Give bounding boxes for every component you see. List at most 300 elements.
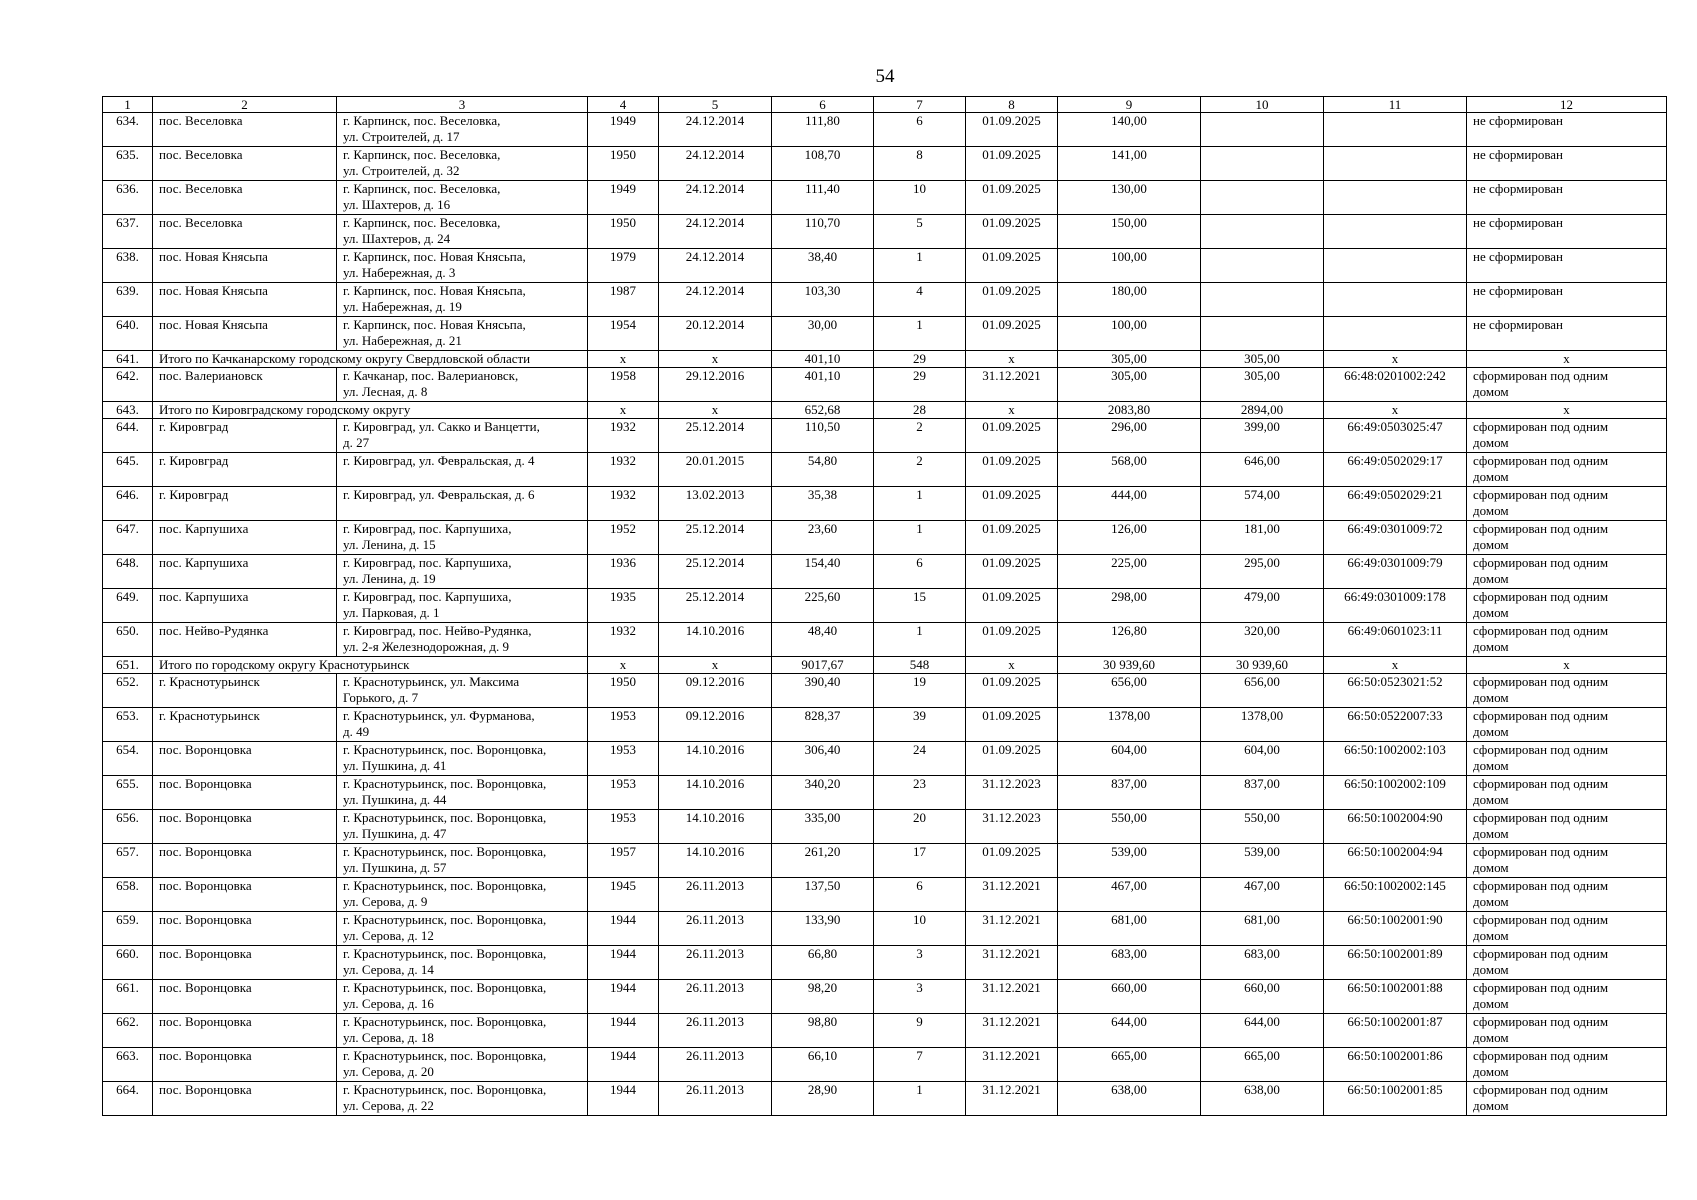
table-cell: 10 [874,181,966,215]
table-cell: 2083,80 [1058,402,1201,419]
table-cell: 66:49:0301009:72 [1324,521,1467,555]
table-cell: 656,00 [1058,674,1201,708]
table-cell: сформирован под одним домом [1467,555,1667,589]
table-cell: 3 [874,980,966,1014]
table-cell: 340,20 [772,776,874,810]
table-cell: x [659,657,772,674]
table-cell [1324,317,1467,351]
table-cell: 604,00 [1201,742,1324,776]
table-cell [1201,249,1324,283]
table-cell: 111,80 [772,113,874,147]
table-cell: 17 [874,844,966,878]
row-number: 642. [103,368,153,402]
table-cell: 1945 [588,878,659,912]
table-cell: сформирован под одним домом [1467,912,1667,946]
table-cell: 66:49:0301009:79 [1324,555,1467,589]
table-cell: 9 [874,1014,966,1048]
table-cell [1201,147,1324,181]
table-cell: 01.09.2025 [966,521,1058,555]
table-cell: x [659,402,772,419]
table-cell: г. Карпинск, пос. Новая Княсьпа, ул. Набережная, д. 19 [337,283,588,317]
table-cell: 401,10 [772,351,874,368]
table-cell: г. Кировград, ул. Февральская, д. 6 [337,487,588,521]
table-cell: 126,00 [1058,521,1201,555]
column-number-header: 11 [1324,97,1467,113]
table-cell: не сформирован [1467,249,1667,283]
table-cell: 1944 [588,946,659,980]
table-cell: 66:50:0523021:52 [1324,674,1467,708]
table-row [103,147,1667,181]
table-cell: г. Краснотурьинск, ул. Фурманова, д. 49 [337,708,588,742]
table-cell: 66:50:0522007:33 [1324,708,1467,742]
table-cell: x [1467,657,1667,674]
table-cell: 1950 [588,674,659,708]
table-cell [1201,113,1324,147]
table-cell: г. Краснотурьинск, пос. Воронцовка, ул. Серова, д. 22 [337,1082,588,1116]
table-cell: не сформирован [1467,215,1667,249]
table-cell: 1 [874,1082,966,1116]
table-cell: г. Краснотурьинск [153,674,337,708]
table-cell: 1378,00 [1201,708,1324,742]
table-cell: x [659,351,772,368]
column-number-header: 2 [153,97,337,113]
row-number: 645. [103,453,153,487]
table-cell: 38,40 [772,249,874,283]
table-cell: 25.12.2014 [659,555,772,589]
table-cell: г. Краснотурьинск, пос. Воронцовка, ул. Пушкина, д. 41 [337,742,588,776]
table-cell: 295,00 [1201,555,1324,589]
table-cell: 14.10.2016 [659,742,772,776]
table-cell: 39 [874,708,966,742]
row-number: 653. [103,708,153,742]
table-cell: 111,40 [772,181,874,215]
table-cell: 2 [874,453,966,487]
table-cell: 401,10 [772,368,874,402]
table-cell: 01.09.2025 [966,317,1058,351]
table-row [103,674,1667,708]
table-cell: 66,80 [772,946,874,980]
table-cell [1324,181,1467,215]
table-cell: 01.09.2025 [966,742,1058,776]
table-cell: сформирован под одним домом [1467,589,1667,623]
row-number: 644. [103,419,153,453]
table-cell: 2894,00 [1201,402,1324,419]
table-cell: 1 [874,623,966,657]
table-cell: 133,90 [772,912,874,946]
table-row [103,946,1667,980]
column-number-header-row [103,97,1667,113]
row-number: 657. [103,844,153,878]
table-cell: 7 [874,1048,966,1082]
table-cell: не сформирован [1467,181,1667,215]
table-cell: не сформирован [1467,147,1667,181]
table-cell: г. Карпинск, пос. Новая Княсьпа, ул. Набережная, д. 21 [337,317,588,351]
row-number: 655. [103,776,153,810]
table-cell: 828,37 [772,708,874,742]
table-row [103,708,1667,742]
table-cell: г. Карпинск, пос. Веселовка, ул. Строителей, д. 32 [337,147,588,181]
table-cell: 550,00 [1201,810,1324,844]
table-cell: пос. Воронцовка [153,1048,337,1082]
table-cell: г. Кировград, ул. Февральская, д. 4 [337,453,588,487]
table-cell: сформирован под одним домом [1467,623,1667,657]
table-cell: 01.09.2025 [966,674,1058,708]
table-cell: г. Кировград, пос. Карпушиха, ул. Ленина, д. 19 [337,555,588,589]
table-cell: сформирован под одним домом [1467,1048,1667,1082]
table-row [103,521,1667,555]
table-cell: 296,00 [1058,419,1201,453]
table-cell: г. Краснотурьинск, пос. Воронцовка, ул. Серова, д. 14 [337,946,588,980]
table-cell: сформирован под одним домом [1467,368,1667,402]
table-cell: 140,00 [1058,113,1201,147]
row-number: 639. [103,283,153,317]
table-cell: 1952 [588,521,659,555]
table-cell: 681,00 [1201,912,1324,946]
table-cell: 1932 [588,453,659,487]
table-row [103,555,1667,589]
table-cell: г. Краснотурьинск, пос. Воронцовка, ул. Серова, д. 18 [337,1014,588,1048]
table-cell: 66:50:1002004:94 [1324,844,1467,878]
column-number-header: 4 [588,97,659,113]
table-cell: 25.12.2014 [659,589,772,623]
table-cell: x [966,657,1058,674]
table-cell: 31.12.2021 [966,368,1058,402]
table-row [103,249,1667,283]
table-cell: 29 [874,368,966,402]
table-cell: сформирован под одним домом [1467,946,1667,980]
table-cell: пос. Воронцовка [153,946,337,980]
table-cell: 1378,00 [1058,708,1201,742]
table-cell: x [588,351,659,368]
table-cell: 100,00 [1058,317,1201,351]
table-cell: 305,00 [1201,368,1324,402]
table-row [103,368,1667,402]
table-cell: сформирован под одним домом [1467,708,1667,742]
table-cell: 66:50:1002002:109 [1324,776,1467,810]
table-cell: 1932 [588,487,659,521]
table-cell [1324,249,1467,283]
table-cell: пос. Воронцовка [153,1082,337,1116]
row-number: 654. [103,742,153,776]
table-cell: 14.10.2016 [659,844,772,878]
table-cell: 1944 [588,912,659,946]
table-cell: 26.11.2013 [659,878,772,912]
table-cell: 01.09.2025 [966,589,1058,623]
table-cell: 4 [874,283,966,317]
table-cell: 1949 [588,113,659,147]
table-cell: 225,60 [772,589,874,623]
table-cell: 1953 [588,708,659,742]
table-cell: 48,40 [772,623,874,657]
table-cell: 01.09.2025 [966,453,1058,487]
table-cell: 126,80 [1058,623,1201,657]
table-row [103,215,1667,249]
table-cell: 66:50:1002004:90 [1324,810,1467,844]
table-row [103,1082,1667,1116]
table-cell: 31.12.2021 [966,912,1058,946]
table-cell [1201,215,1324,249]
column-number-header: 12 [1467,97,1667,113]
table-cell: x [1324,657,1467,674]
table-cell: 298,00 [1058,589,1201,623]
table-cell: 25.12.2014 [659,521,772,555]
table-cell: x [966,351,1058,368]
table-cell: 180,00 [1058,283,1201,317]
table-cell: 335,00 [772,810,874,844]
table-cell: 66:50:1002002:103 [1324,742,1467,776]
table-cell: 1 [874,521,966,555]
table-cell: 66:49:0502029:17 [1324,453,1467,487]
table-cell [1324,113,1467,147]
table-cell: 5 [874,215,966,249]
table-cell: сформирован под одним домом [1467,878,1667,912]
table-cell: 26.11.2013 [659,912,772,946]
page-number: 54 [875,66,895,87]
table-cell: г. Краснотурьинск, ул. Максима Горького, д. 7 [337,674,588,708]
table-cell: сформирован под одним домом [1467,742,1667,776]
table-cell: 643. [103,402,153,419]
table-cell: 13.02.2013 [659,487,772,521]
table-cell: 23,60 [772,521,874,555]
table-cell: 1944 [588,1082,659,1116]
table-row [103,980,1667,1014]
table-cell: 1979 [588,249,659,283]
table-cell: 1949 [588,181,659,215]
table-cell: 467,00 [1058,878,1201,912]
table-cell: сформирован под одним домом [1467,1014,1667,1048]
table-row [103,419,1667,453]
table-cell: 14.10.2016 [659,810,772,844]
table-cell: 26.11.2013 [659,1048,772,1082]
table-cell: 31.12.2021 [966,946,1058,980]
table-cell: 23 [874,776,966,810]
table-cell: 14.10.2016 [659,776,772,810]
table-cell: 24.12.2014 [659,147,772,181]
table-cell [1324,283,1467,317]
table-row [103,283,1667,317]
table-row [103,623,1667,657]
table-cell: 660,00 [1058,980,1201,1014]
table-cell: 399,00 [1201,419,1324,453]
table-cell: 539,00 [1201,844,1324,878]
table-cell: 574,00 [1201,487,1324,521]
table-cell: г. Кировград [153,487,337,521]
table-cell: x [1467,402,1667,419]
table-cell: 24.12.2014 [659,283,772,317]
table-cell: пос. Новая Княсьпа [153,283,337,317]
table-cell: 19 [874,674,966,708]
table-cell: пос. Воронцовка [153,878,337,912]
table-cell: пос. Карпушиха [153,589,337,623]
table-cell: 181,00 [1201,521,1324,555]
table-cell: г. Кировград [153,453,337,487]
table-cell: 01.09.2025 [966,249,1058,283]
table-row [103,810,1667,844]
row-number: 664. [103,1082,153,1116]
subtotal-label: Итого по городскому округу Краснотурьинск [153,657,588,674]
table-cell: 683,00 [1201,946,1324,980]
table-cell: 01.09.2025 [966,623,1058,657]
subtotal-row [103,351,1667,368]
table-cell: 54,80 [772,453,874,487]
table-cell: 1953 [588,742,659,776]
table-cell: сформирован под одним домом [1467,674,1667,708]
table-cell: 1953 [588,776,659,810]
table-cell: пос. Веселовка [153,215,337,249]
table-cell: сформирован под одним домом [1467,1082,1667,1116]
table-cell: г. Краснотурьинск, пос. Воронцовка, ул. Пушкина, д. 44 [337,776,588,810]
table-cell: г. Краснотурьинск, пос. Воронцовка, ул. Пушкина, д. 47 [337,810,588,844]
table-cell: 638,00 [1201,1082,1324,1116]
table-cell: 225,00 [1058,555,1201,589]
table-cell: 66:50:1002001:85 [1324,1082,1467,1116]
table-cell: 31.12.2023 [966,810,1058,844]
table-cell: не сформирован [1467,283,1667,317]
table-cell: пос. Карпушиха [153,521,337,555]
table-cell: 8 [874,147,966,181]
table-cell: 644,00 [1058,1014,1201,1048]
table-cell: 467,00 [1201,878,1324,912]
table-cell: 305,00 [1201,351,1324,368]
table-cell: г. Карпинск, пос. Веселовка, ул. Строителей, д. 17 [337,113,588,147]
row-number: 649. [103,589,153,623]
table-cell: 137,50 [772,878,874,912]
table-cell: 66:49:0503025:47 [1324,419,1467,453]
table-cell: пос. Веселовка [153,147,337,181]
column-number-header: 7 [874,97,966,113]
table-cell: 837,00 [1201,776,1324,810]
table-cell: не сформирован [1467,113,1667,147]
table-cell: 646,00 [1201,453,1324,487]
table-cell: 01.09.2025 [966,147,1058,181]
table-cell: 98,20 [772,980,874,1014]
table-cell: 479,00 [1201,589,1324,623]
table-cell: 66:50:1002001:88 [1324,980,1467,1014]
table-cell: 20.01.2015 [659,453,772,487]
row-number: 659. [103,912,153,946]
table-cell: 6 [874,113,966,147]
table-cell: 01.09.2025 [966,181,1058,215]
table-cell: 683,00 [1058,946,1201,980]
table-cell: сформирован под одним домом [1467,810,1667,844]
table-cell: 1944 [588,1048,659,1082]
table-cell: 150,00 [1058,215,1201,249]
table-cell: г. Карпинск, пос. Новая Княсьпа, ул. Набережная, д. 3 [337,249,588,283]
table-cell: 130,00 [1058,181,1201,215]
table-cell: 01.09.2025 [966,419,1058,453]
table-cell: г. Краснотурьинск, пос. Воронцовка, ул. Серова, д. 20 [337,1048,588,1082]
table-cell: 24.12.2014 [659,181,772,215]
table-cell: 1944 [588,1014,659,1048]
table-cell: 10 [874,912,966,946]
table-cell: пос. Воронцовка [153,912,337,946]
table-cell: 306,40 [772,742,874,776]
table-cell: 1935 [588,589,659,623]
table-cell: 66:50:1002002:145 [1324,878,1467,912]
table-cell: 01.09.2025 [966,487,1058,521]
table-cell: 66:50:1002001:89 [1324,946,1467,980]
table-cell: г. Качканар, пос. Валериановск, ул. Лесная, д. 8 [337,368,588,402]
table-cell: 28 [874,402,966,419]
row-number: 640. [103,317,153,351]
table-cell: г. Краснотурьинск, пос. Воронцовка, ул. Серова, д. 12 [337,912,588,946]
table-cell: 28,90 [772,1082,874,1116]
table-cell: 1 [874,249,966,283]
table-cell: пос. Воронцовка [153,980,337,1014]
table-cell: пос. Воронцовка [153,742,337,776]
column-number-header: 1 [103,97,153,113]
table-cell: 1957 [588,844,659,878]
table-cell: 20 [874,810,966,844]
row-number: 637. [103,215,153,249]
row-number: 658. [103,878,153,912]
table-cell: 66:49:0301009:178 [1324,589,1467,623]
table-cell: 25.12.2014 [659,419,772,453]
table-cell [1324,215,1467,249]
table-cell: 98,80 [772,1014,874,1048]
table-cell: 31.12.2021 [966,1014,1058,1048]
table-cell: 665,00 [1201,1048,1324,1082]
column-number-header: 6 [772,97,874,113]
table-row [103,181,1667,215]
table-cell: 1932 [588,623,659,657]
table-cell: x [1324,351,1467,368]
row-number: 663. [103,1048,153,1082]
subtotal-label: Итого по Кировградскому городскому округу [153,402,588,419]
table-cell: 390,40 [772,674,874,708]
table-cell: 66:50:1002001:86 [1324,1048,1467,1082]
table-cell: сформирован под одним домом [1467,419,1667,453]
column-number-header: 8 [966,97,1058,113]
table-cell: сформирован под одним домом [1467,521,1667,555]
table-cell: 641. [103,351,153,368]
table-cell: 652,68 [772,402,874,419]
row-number: 635. [103,147,153,181]
table-cell: 539,00 [1058,844,1201,878]
table-cell: 444,00 [1058,487,1201,521]
table-cell: 305,00 [1058,351,1201,368]
subtotal-row [103,657,1667,674]
table-cell: 2 [874,419,966,453]
table-cell: г. Кировград [153,419,337,453]
column-number-header: 3 [337,97,588,113]
table-row [103,742,1667,776]
table-cell: 31.12.2021 [966,1082,1058,1116]
table-cell: 1950 [588,147,659,181]
row-number: 646. [103,487,153,521]
row-number: 636. [103,181,153,215]
table-cell: пос. Новая Княсьпа [153,249,337,283]
table-cell: 568,00 [1058,453,1201,487]
table-cell: 01.09.2025 [966,283,1058,317]
table-row [103,589,1667,623]
table-row [103,1048,1667,1082]
table-cell: 1932 [588,419,659,453]
table-cell: 09.12.2016 [659,674,772,708]
table-cell: пос. Веселовка [153,113,337,147]
row-number: 656. [103,810,153,844]
table-cell: не сформирован [1467,317,1667,351]
table-cell: 141,00 [1058,147,1201,181]
table-cell: пос. Воронцовка [153,1014,337,1048]
table-cell: 09.12.2016 [659,708,772,742]
table-cell: г. Кировград, ул. Сакко и Ванцетти, д. 27 [337,419,588,453]
table-row [103,487,1667,521]
table-cell: 66:50:1002001:90 [1324,912,1467,946]
table-cell: 305,00 [1058,368,1201,402]
table-cell: 01.09.2025 [966,844,1058,878]
table-cell: 100,00 [1058,249,1201,283]
